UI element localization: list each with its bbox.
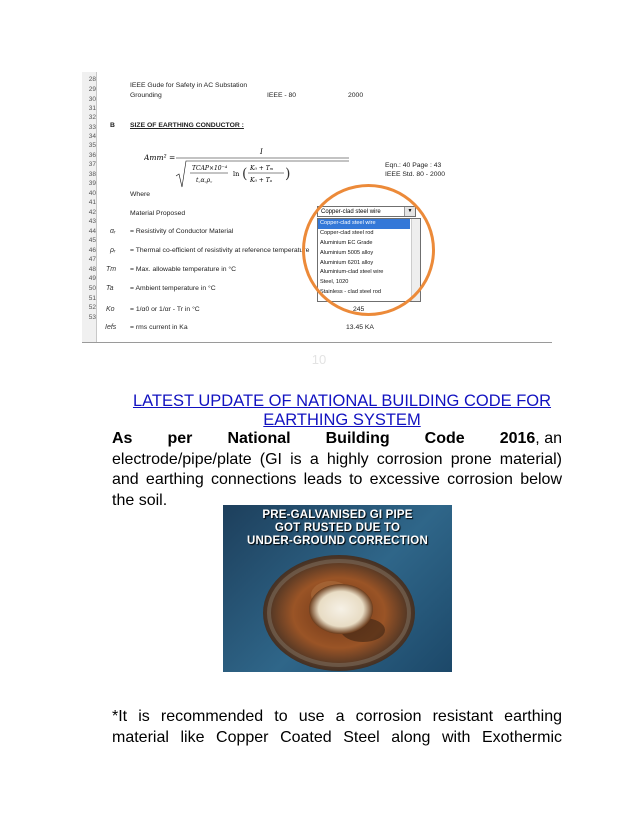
rho-symbol: ρᵣ [110,247,116,254]
nbc-paragraph [112,429,562,511]
row-number: 32 [88,114,96,121]
row-number: 31 [88,105,96,112]
svg-text:): ) [285,166,291,182]
formula-k-num: K₀ + Tₘ [250,165,274,172]
dropdown-option[interactable]: Aluminium 6201 alloy [320,259,374,266]
row-number: 41 [88,199,96,206]
max-temp-desc: = Max. allowable temperature in °C [130,266,237,273]
word-code: Code [424,430,465,447]
ko-value: 245 [353,306,365,313]
formula-tcap: TCAP×10⁻⁴ [192,165,228,172]
dropdown-option[interactable]: Aluminium 5005 alloy [320,249,374,256]
rusted-pipe-image [223,505,452,672]
recommendation-line-2: material like Copper Coated Steel along with Exothermic [112,728,562,746]
row-number: 47 [88,256,96,263]
caption-line-3: UNDER-GROUND CORRECTION [247,535,428,547]
formula-k-den: K₀ + Tₐ [250,177,272,184]
ko-desc: = 1/α0 or 1/αr - Tr in °C [130,306,200,313]
dropdown-option[interactable]: Copper-clad steel rod [320,229,374,236]
section-title: SIZE OF EARTHING CONDUCTOR : [130,122,244,129]
paragraph-line-1 [112,429,562,450]
year-and-an [500,429,562,450]
svg-text:(: ( [242,166,248,182]
word-per: per [167,430,193,447]
thermal-coeff-desc: = Thermal co-efficient of resistivity at reference temperature [130,247,310,254]
resistivity-desc: = Resistivity of Conductor Material [130,228,234,235]
page-number: 10 [311,352,327,367]
ieee-standard: IEEE - 80 [267,92,297,99]
row-number: 28 [88,76,96,83]
where-label: Where [130,191,151,198]
caption-line-1: PRE-GALVANISED GI PIPE [262,509,413,521]
rms-current-desc: = rms current in Ka [130,324,188,331]
row-number: 29 [88,86,96,93]
rms-current-value: 13.45 KA [346,324,374,331]
row-number: 33 [88,124,96,131]
row-number: 39 [88,180,96,187]
row-number: 37 [88,161,96,168]
word-an: , an [535,430,562,447]
recommendation-paragraph [112,707,562,748]
ambient-temp-desc: = Ambient temperature in °C [130,285,216,292]
alpha-symbol: αᵣ [110,228,116,235]
word-as: As [112,430,133,447]
word-national: National [227,430,291,447]
ieee-guide-line1: IEEE Gude for Safety in AC Substation [130,82,248,89]
recommendation-line-1: *It is recommended to use a corrosion resistant earthing [112,708,562,725]
section-heading[interactable]: LATEST UPDATE OF NATIONAL BUILDING CODE FOR EARTHING SYSTEM [132,392,552,429]
formula-tc: t꜀α꜀ρ꜀ [196,177,213,184]
dropdown-option[interactable]: Aluminium EC Grade [320,239,373,246]
word-building: Building [325,430,390,447]
row-number: 45 [88,237,96,244]
row-number: 38 [88,171,96,178]
ieee-year: 2000 [348,92,364,99]
row-number: 35 [88,142,96,149]
rusted-pipe-graphic [223,505,452,672]
tm-symbol: Tm [106,266,117,273]
dropdown-option[interactable]: Steel, 1020 [320,279,349,286]
row-number: 49 [88,275,96,282]
caption-line-2: GOT RUSTED DUE TO [274,522,401,534]
row-number: 42 [88,209,96,216]
highlight-circle [302,184,435,316]
dropdown-option[interactable]: Copper-clad steel wire [318,219,410,229]
ieee-std-ref: IEEE Std. 80 - 2000 [385,171,446,178]
chevron-down-icon[interactable]: ▼ [404,207,415,216]
dropdown-option[interactable]: Stainless - clad steel rod [320,289,381,296]
formula-ln: ln [233,170,240,178]
ieee-guide-line2: Grounding [130,92,162,99]
equation-ref: Eqn.: 40 Page : 43 [385,162,442,169]
paragraph-line-2: electrode/pipe/plate (GI is a highly corrosion prone material) [112,450,562,468]
material-proposed-label: Material Proposed [130,210,186,217]
row-number: 46 [88,247,96,254]
conductor-size-formula [144,147,354,192]
row-number: 34 [88,133,96,140]
row-number: 53 [88,314,96,321]
word-2016: 2016 [499,430,536,447]
row-number: 50 [88,285,96,292]
row-number: 51 [88,295,96,302]
row-number: 30 [88,96,96,103]
row-number: 36 [88,152,96,159]
paragraph-line-4: the soil. [112,491,168,509]
spreadsheet-screenshot [82,72,552,343]
row-number: 48 [88,266,96,273]
paragraph-line-3: and earthing connections leads to excessive corrosion below [112,471,562,488]
formula-lhs: Amm² = [144,153,176,162]
ko-symbol: Ko [106,306,115,313]
formula-numerator: I [260,148,263,156]
ifs-symbol: Iefs [105,324,117,331]
row-number: 44 [88,228,96,235]
dropdown-option[interactable]: Aluminium-clad steel wire [320,269,384,276]
row-number: 52 [88,304,96,311]
material-dropdown-value: Copper-clad steel wire [321,209,381,215]
ta-symbol: Ta [106,285,114,292]
row-number: 43 [88,218,96,225]
row-number: 40 [88,190,96,197]
section-letter: B [110,122,115,129]
row-numbers [82,72,97,342]
